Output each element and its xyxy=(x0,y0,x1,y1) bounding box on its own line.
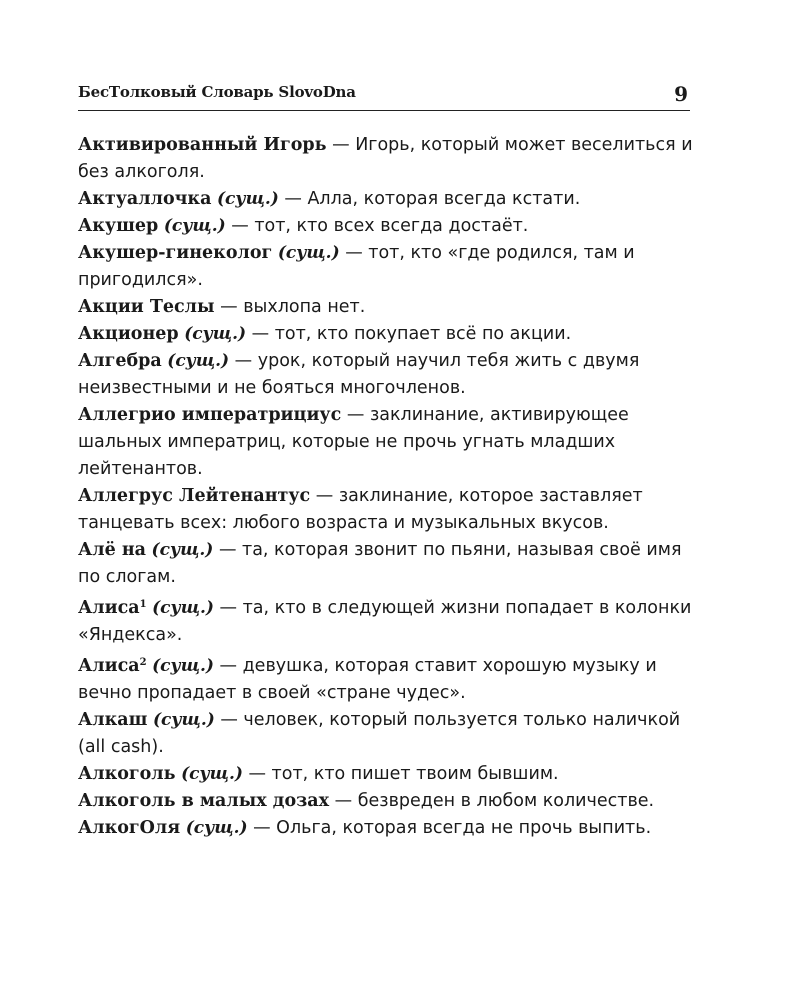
dictionary-entry xyxy=(78,321,703,348)
entry-part-of-speech: (сущ.) xyxy=(152,656,214,676)
entry-term: Акционер xyxy=(78,324,179,344)
entry-part-of-speech: (сущ.) xyxy=(185,818,248,838)
dictionary-entry xyxy=(78,348,703,402)
dictionary-entry xyxy=(78,132,703,186)
dictionary-entry xyxy=(78,240,703,294)
entry-definition: — заклинание, которое заставляет танцевать всех: любого возраста и музыкальных вкусов. xyxy=(78,486,643,533)
entry-term-index: 1 xyxy=(139,599,147,610)
dictionary-entry xyxy=(78,213,703,240)
entry-part-of-speech: (сущ.) xyxy=(217,189,279,209)
entry-term: Активированный Игорь xyxy=(78,135,327,155)
entry-term: Алкаш xyxy=(78,710,148,730)
entry-part-of-speech: (сущ.) xyxy=(277,243,340,263)
dictionary-entry xyxy=(78,788,703,815)
entry-term-index: 2 xyxy=(139,657,147,668)
entry-definition: — тот, кто «где родился, там и пригодился». xyxy=(78,243,635,290)
dictionary-entry xyxy=(78,591,703,649)
dictionary-entry xyxy=(78,815,703,842)
page-number: 9 xyxy=(674,82,688,106)
entry-part-of-speech: (сущ.) xyxy=(163,216,226,236)
dictionary-entries xyxy=(78,132,703,842)
book-title: БесТолковый Словарь SlovoDna xyxy=(78,83,356,101)
entry-definition: — тот, кто всех всегда достаёт. xyxy=(231,216,529,236)
entry-term: Алкоголь в малых дозах xyxy=(78,791,330,811)
dictionary-entry xyxy=(78,649,703,707)
entry-part-of-speech: (сущ.) xyxy=(152,598,214,618)
entry-term xyxy=(78,598,147,618)
entry-term-word: Алиса xyxy=(78,656,140,676)
dictionary-entry xyxy=(78,186,703,213)
entry-part-of-speech: (сущ.) xyxy=(152,710,215,730)
entry-part-of-speech: (сущ.) xyxy=(181,764,243,784)
entry-term: Аллегрио императрициус xyxy=(78,405,342,425)
dictionary-entry xyxy=(78,707,703,761)
entry-term: Акции Теслы xyxy=(78,297,215,317)
entry-definition: — урок, который научил тебя жить с двумя неизвестными и не бояться многочленов. xyxy=(78,351,640,398)
entry-definition: — человек, который пользуется только наличкой (all cash). xyxy=(78,710,681,757)
dictionary-entry xyxy=(78,537,703,591)
entry-term: Аллегрус Лейтенантус xyxy=(78,486,311,506)
entry-definition: — тот, кто пишет твоим бывшим. xyxy=(248,764,559,784)
entry-definition: — Ольга, которая всегда не прочь выпить. xyxy=(253,818,652,838)
entry-term: Акушер-гинеколог xyxy=(78,243,273,263)
page-header xyxy=(78,80,690,111)
entry-definition: — Алла, которая всегда кстати. xyxy=(284,189,581,209)
entry-definition: — Игорь, который может веселиться и без алкоголя. xyxy=(78,135,693,182)
entry-definition: — выхлопа нет. xyxy=(220,297,366,317)
entry-term: Актуаллочка xyxy=(78,189,212,209)
entry-definition: — безвреден в любом количестве. xyxy=(334,791,655,811)
dictionary-entry xyxy=(78,294,703,321)
entry-term: Алё на xyxy=(78,540,146,560)
entry-term: Алкоголь xyxy=(78,764,176,784)
entry-part-of-speech: (сущ.) xyxy=(167,351,230,371)
entry-term: Алгебра xyxy=(78,351,162,371)
entry-definition: — девушка, которая ставит хорошую музыку и вечно пропадает в своей «стране чудес». xyxy=(78,656,657,703)
entry-term-word: Алиса xyxy=(78,598,140,618)
entry-definition: — заклинание, активирующее шальных императриц, которые не прочь угнать младших лейтенантов. xyxy=(78,405,629,479)
entry-definition: — тот, кто покупает всё по акции. xyxy=(251,324,572,344)
entry-definition: — та, которая звонит по пьяни, называя своё имя по слогам. xyxy=(78,540,682,587)
entry-term xyxy=(78,656,147,676)
dictionary-entry xyxy=(78,483,703,537)
entry-part-of-speech: (сущ.) xyxy=(184,324,247,344)
entry-part-of-speech: (сущ.) xyxy=(151,540,214,560)
dictionary-entry xyxy=(78,761,703,788)
entry-definition: — та, кто в следующей жизни попадает в колонки «Яндекса». xyxy=(78,598,692,645)
dictionary-entry xyxy=(78,402,703,483)
entry-term: АлкогОля xyxy=(78,818,181,838)
entry-term: Акушер xyxy=(78,216,159,236)
